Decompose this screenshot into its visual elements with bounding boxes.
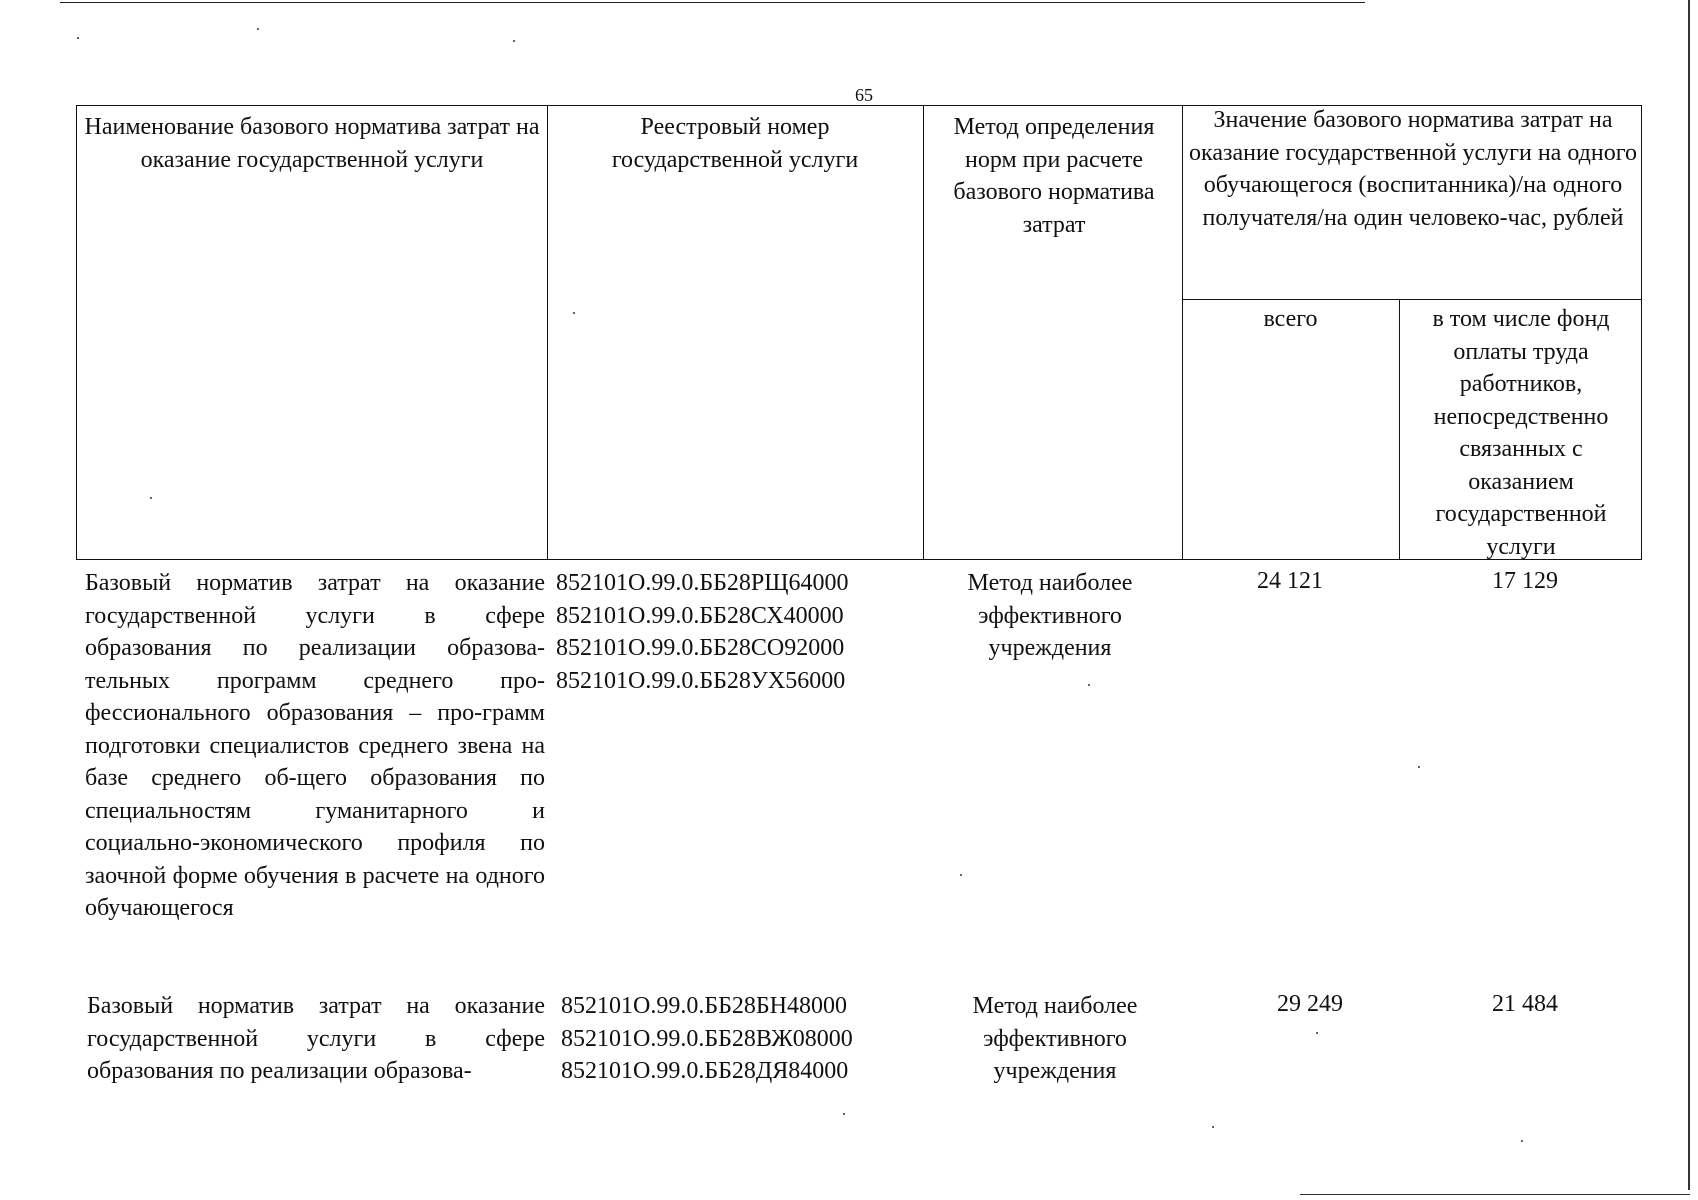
registry-code: 852101О.99.0.ББ28РЩ64000 [556, 570, 849, 596]
row-1-payroll: 17 129 [1492, 568, 1558, 594]
header-value: Значение базового норматива затрат на оказание государственной услуги на одного обучающегося (воспитанника)/на одного получателя/на один человеко-час, рублей [1189, 107, 1637, 231]
scan-speck [150, 497, 152, 499]
scan-speck [843, 1113, 845, 1115]
scan-speck [960, 874, 962, 876]
scan-edge-bottom [1300, 1194, 1690, 1195]
row-2-codes [561, 990, 911, 1088]
row-2-payroll: 21 484 [1492, 991, 1558, 1017]
scan-speck [1088, 684, 1090, 686]
registry-code: 852101О.99.0.ББ28ВЖ08000 [561, 1025, 853, 1052]
row-1-name: Базовый норматив затрат на оказание государственной услуги в сфере образования по реализации образова-тельных программ среднего про-фессионального образования – про-грамм подготовки специалистов среднего звена на базе среднего об-щего образования по специальностям гуманитарного и социально-экономического профиля по заочной форме обучения в расчете на одного обучающегося [85, 570, 545, 921]
scan-speck [77, 37, 79, 39]
scan-speck [1212, 1126, 1214, 1128]
registry-code: 852101О.99.0.ББ28УХ56000 [556, 667, 846, 694]
row-1-codes [556, 567, 906, 697]
registry-code: 852101О.99.0.ББ28ДЯ84000 [561, 1058, 849, 1084]
header-registry: Реестровый номер государственной услуги [611, 114, 859, 173]
scan-speck [1418, 766, 1420, 768]
scan-speck [573, 312, 575, 314]
page-number: 65 [855, 85, 873, 105]
header-method: Метод определения норм при расчете базового норматива затрат [953, 114, 1155, 238]
row-2-name: Базовый норматив затрат на оказание государственной услуги в сфере образования по реализации образова- [87, 993, 545, 1084]
scan-speck [1521, 1140, 1523, 1142]
scan-speck [257, 28, 259, 30]
header-divider [1182, 299, 1641, 300]
header-divider [1399, 299, 1400, 559]
header-divider [923, 106, 924, 559]
registry-code: 852101О.99.0.ББ28БН48000 [561, 993, 848, 1019]
row-1-method: Метод наиболее эффективного учреждения [967, 570, 1133, 661]
row-2-method: Метод наиболее эффективного учреждения [972, 993, 1138, 1084]
scan-edge-top [60, 2, 1365, 3]
row-2-total: 29 249 [1277, 991, 1343, 1017]
scan-speck [513, 40, 515, 42]
header-payroll: в том числе фонд оплаты труда работников, непосредственно связанных с оказанием государственной услуги [1432, 306, 1610, 560]
registry-code: 852101О.99.0.ББ28СО92000 [556, 635, 845, 661]
header-name: Наименование базового норматива затрат на оказание государственной услуги [84, 114, 540, 173]
table-header [76, 105, 1642, 560]
row-1-total: 24 121 [1257, 568, 1323, 594]
scan-edge-right [1688, 0, 1690, 1190]
registry-code: 852101О.99.0.ББ28СХ40000 [556, 602, 844, 629]
header-divider [547, 106, 548, 559]
scan-speck [1316, 1032, 1318, 1034]
header-total: всего [1263, 306, 1318, 332]
